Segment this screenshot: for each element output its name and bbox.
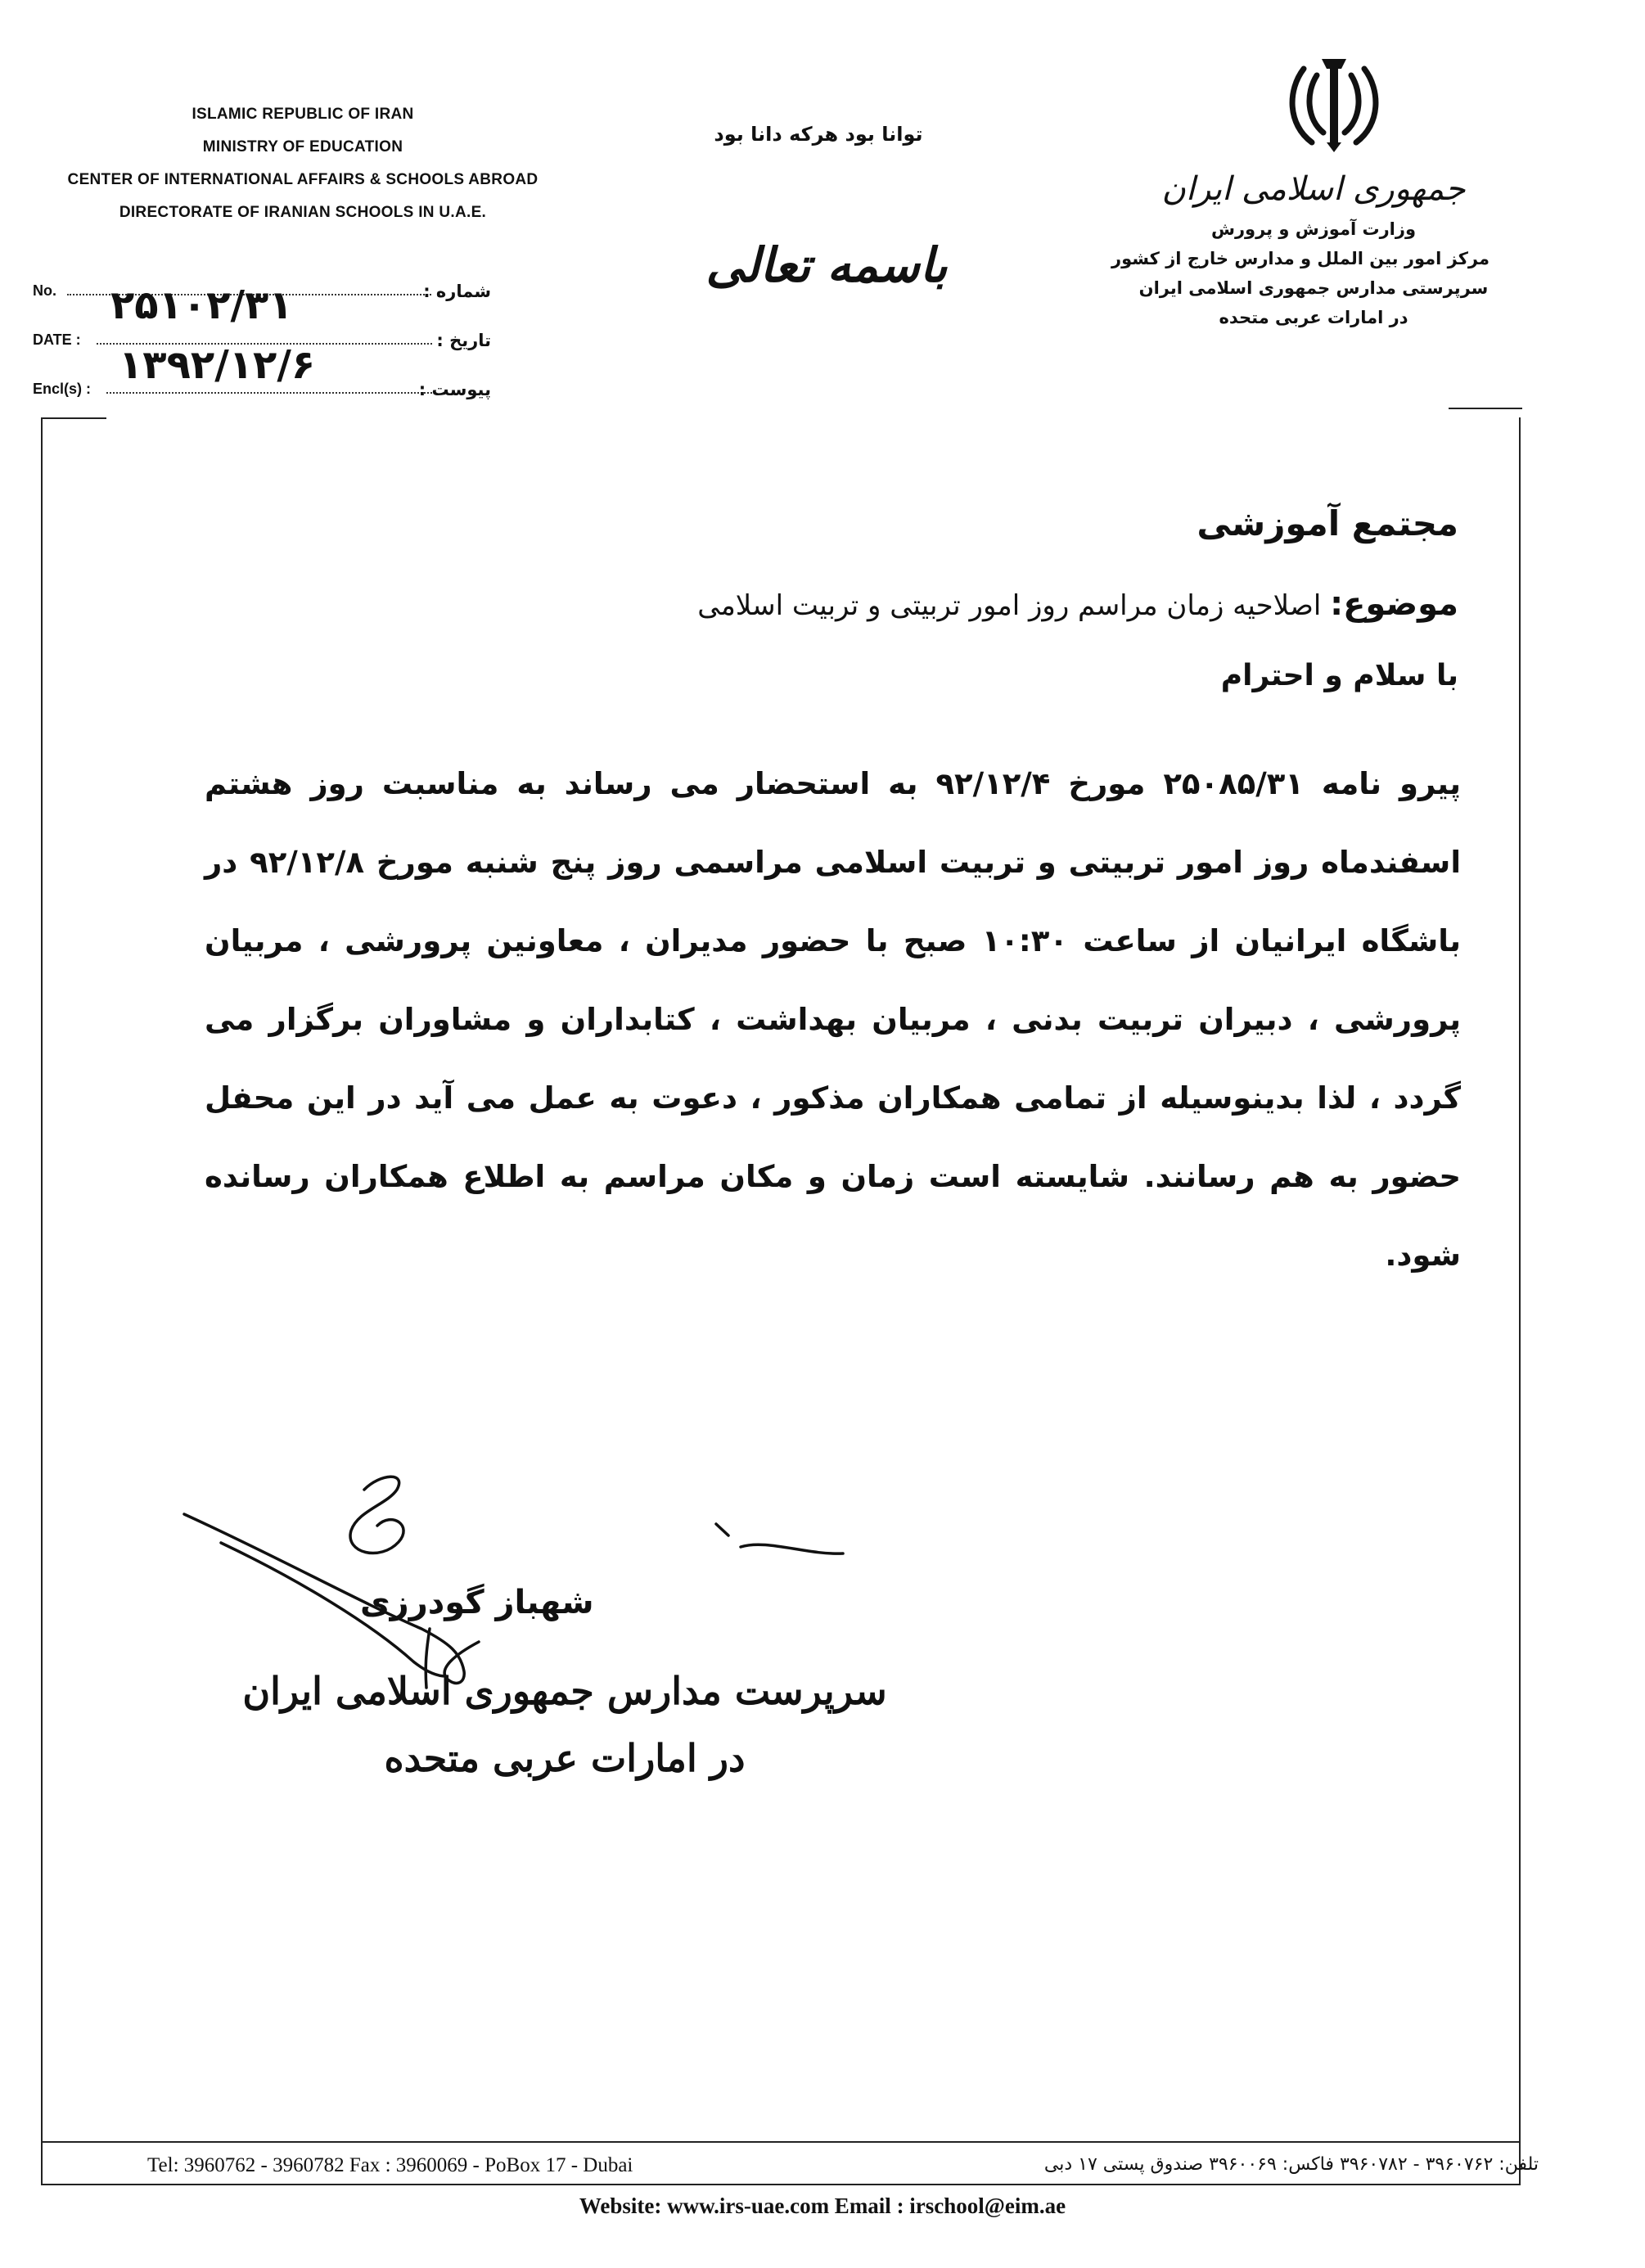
ref-encl-label-en: Encl(s) : [33, 381, 92, 397]
header-fa-center: مرکز امور بین الملل و مدارس خارج از کشور [1111, 249, 1490, 268]
ref-date-label-en: DATE : [33, 331, 81, 348]
frame-corner-right [1449, 408, 1522, 409]
footer-web: Website: www.irs-uae.com Email : irschool@eim.ae [579, 2194, 1066, 2218]
footer-contact-fa: تلفن: ۳۹۶۰۷۶۲ - ۳۹۶۰۷۸۲ فاکس: ۳۹۶۰۰۶۹ صندوق پستی ۱۷ دبی [1043, 2154, 1539, 2175]
footer-contact-en: Tel: 3960762 - 3960782 Fax : 3960069 - PoBox 17 - Dubai [147, 2154, 633, 2176]
header-fa-directorate: سرپرستی مدارس جمهوری اسلامی ایران [1138, 278, 1489, 298]
iran-emblem-icon [1281, 51, 1387, 157]
frame-corner-left [41, 417, 106, 419]
letter-addressee: مجتمع آموزشی [1197, 503, 1458, 543]
signatory-title [221, 1657, 908, 1792]
ref-encl-label-fa: پیوست : [418, 380, 491, 399]
ref-encl-dots [106, 392, 432, 394]
header-en-country: ISLAMIC REPUBLIC OF IRAN [192, 106, 414, 123]
signatory-title-line2: در امارات عربی متحده [384, 1736, 746, 1780]
besmellah-calligraphy: باسمه تعالی [705, 237, 948, 293]
ref-number-label-en: No. [33, 282, 56, 299]
subject-label: موضوع: [1330, 585, 1458, 623]
signatory-name: شهباز گودرزی [360, 1584, 594, 1621]
header-en-ministry: MINISTRY OF EDUCATION [202, 138, 403, 156]
letter-greeting: با سلام و احترام [1220, 659, 1458, 692]
header-en-center: CENTER OF INTERNATIONAL AFFAIRS & SCHOOLS ABROAD [67, 171, 539, 188]
ref-number-label-fa: شماره : [423, 282, 491, 301]
footer-contact [147, 2154, 1539, 2187]
footer-divider [41, 2141, 1521, 2143]
subject-text: اصلاحیه زمان مراسم روز امور تربیتی و تربیت اسلامی [697, 589, 1322, 622]
ref-date-label-fa: تاریخ : [436, 331, 491, 350]
header-en-directorate: DIRECTORATE OF IRANIAN SCHOOLS IN U.A.E. [119, 204, 487, 221]
letter-body: پیرو نامه ۲۵۰۸۵/۳۱ مورخ ۹۲/۱۲/۴ به استحضار می رساند به مناسبت روز هشتم اسفندماه روز امور تربیتی و تربیت اسلامی مراسمی روز پنج شنبه مورخ ۹۲/۱۲/۸ در باشگاه ایرانیان از ساعت ۱۰:۳۰ صبح با حضور مدیران ، معاونین پرورشی ، مربیان پرورشی ، دبیران تربیت بدنی ، مربیان بهداشت ، کتابداران و مشاوران برگزار می گردد ، لذا بدینوسیله از تمامی همکاران مذکور ، دعوت به عمل می آید در این محفل حضور به هم رسانند. شایسته است زمان و مکان مراسم به اطلاع همکاران رسانده شود. [205, 766, 1462, 1273]
motto: توانا بود هرکه دانا بود [714, 123, 923, 146]
signatory-title-line1: سرپرست مدارس جمهوری اسلامی ایران [242, 1669, 887, 1713]
letter-subject [697, 585, 1458, 623]
ref-date-value: ۱۳۹۲/۱۲/۶ [119, 342, 316, 388]
english-letterhead [33, 98, 573, 229]
header-fa-country: جمهوری اسلامی ایران [1161, 170, 1466, 208]
header-fa-ministry: وزارت آموزش و پرورش [1210, 219, 1417, 239]
persian-letterhead [1111, 164, 1490, 332]
ref-encl-row [33, 368, 491, 401]
ref-number-value: ۲۵۱۰۲/۳۱ [110, 282, 293, 328]
header-fa-location: در امارات عربی متحده [1219, 308, 1408, 327]
